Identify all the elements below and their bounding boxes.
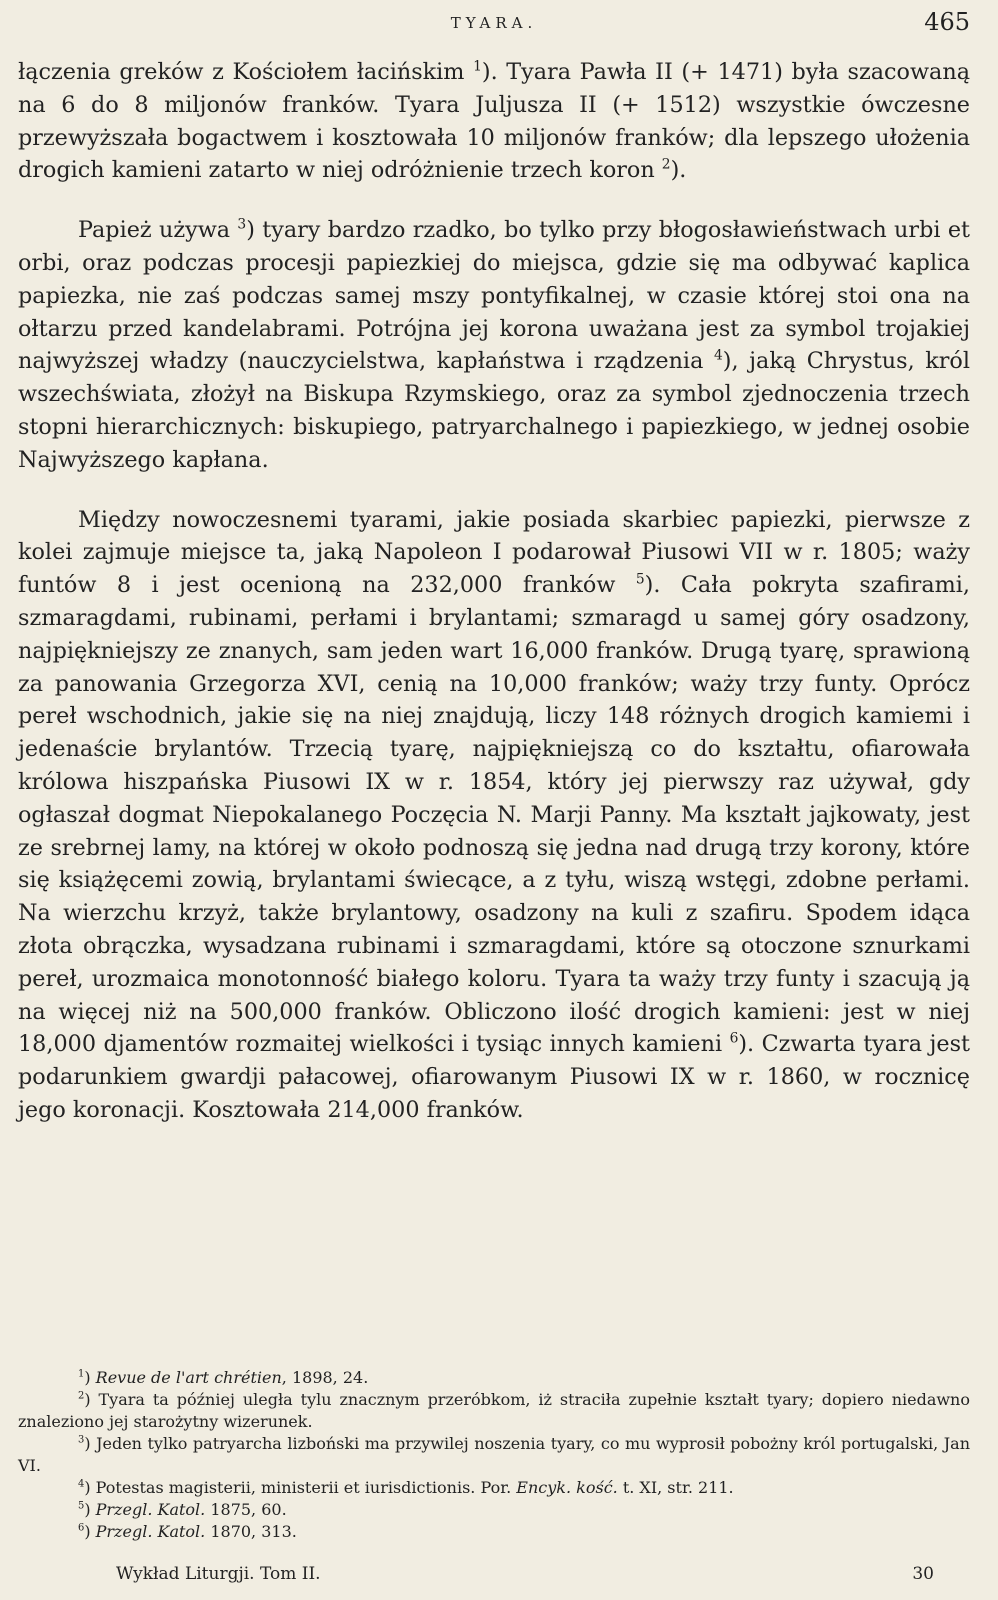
paragraph [18, 214, 970, 476]
italic-citation: Przegl. Katol. [95, 1522, 206, 1541]
footnote-ref: 2 [661, 156, 671, 173]
running-title: TYARA. [450, 14, 538, 32]
italic-citation: Przegl. Katol. [95, 1500, 206, 1519]
footnote [18, 1477, 970, 1499]
footnote-ref: 2 [78, 1390, 85, 1402]
paragraph [18, 56, 970, 187]
footnote-ref: 4 [713, 347, 723, 364]
footnote-ref: 5 [635, 571, 645, 588]
text-run: 1870, 313. [205, 1522, 297, 1541]
text-run: , 1898, 24. [281, 1368, 369, 1387]
footnote-ref: 5 [78, 1500, 85, 1512]
footnote [18, 1521, 970, 1543]
text-run: ) Jeden tylko patryarcha lizboński ma przywilej noszenia tyary, co mu wyprosił pobożny król portugalski, Jan VI. [18, 1434, 970, 1475]
footnote-ref: 6 [78, 1522, 85, 1534]
text-run: ). Czwarta tyara jest podarunkiem gwardji pałacowej, ofiarowanym Piusowi IX w r. 1860, w rocznicę jego koronacji. Kosztowała 214,000 franków. [18, 1031, 970, 1123]
page-header [18, 6, 970, 36]
page-footer [18, 1560, 970, 1590]
footnote [18, 1433, 970, 1477]
italic-citation: Revue de l'art chrétien [95, 1368, 282, 1387]
body-text [18, 56, 970, 1127]
text-run: ) tyary bardzo rzadko, bo tylko przy błogosławieństwach urbi et orbi, oraz podczas procesji papiezkiej do miejsca, gdzie się ma odbywać kaplica papiezka, nie zaś podczas samej mszy pontyfikalnej, w czasie której stoi ona na ołtarzu przed kandelabrami. Potrójna jej korona uważana jest za symbol trojakiej najwyższej władzy (nauczycielstwa, kapłaństwa i rządzenia [18, 217, 970, 375]
paragraph [18, 504, 970, 1127]
text-run: ). [670, 157, 687, 184]
text-run: ) Tyara ta później uległa tylu znacznym przeróbkom, iż straciła zupełnie kształt tyary; dopiero niedawno znaleziono jej starożytny wizerunek. [18, 1390, 970, 1431]
text-run: ), jaką Chrystus, król wszechświata, złożył na Biskupa Rzymskiego, oraz za symbol zjednoczenia trzech stopni hierarchicznych: biskupiego, patryarchalnego i papiezkiego, w jednej osobie Najwyższego kapłana. [18, 348, 970, 473]
footnote-ref: 3 [78, 1434, 85, 1446]
text-run: t. XI, str. 211. [617, 1478, 734, 1497]
footnote-ref: 3 [237, 216, 247, 233]
footnote [18, 1499, 970, 1521]
footnote-ref: 1 [473, 58, 482, 75]
footnote [18, 1389, 970, 1433]
text-run: ) [84, 1522, 96, 1541]
footer-title: Wykład Liturgji. Tom II. [116, 1564, 321, 1584]
text-run: Papież używa [78, 217, 238, 244]
footnote-ref: 1 [78, 1368, 85, 1380]
text-run: ). Cała pokryta szafirami, szmaragdami, rubinami, perłami i brylantami; szmaragd u samej góry osadzony, najpiękniejszy ze znanych, sam jeden wart 16,000 franków. Drugą tyarę, sprawioną za panowania Grzegorza XVI, cenią na 10,000 franków; waży trzy funty. Oprócz pereł wschodnich, jakie się na niej znajdują, liczy 148 różnych drogich kamiemi i jedenaście brylantów. Trzecią tyarę, najpiękniejszą co do kształtu, ofiarowała królowa hiszpańska Piusowi IX w r. 1854, który jej pierwszy raz używał, gdy ogłaszał dogmat Niepokalanego Poczęcia N. Marji Panny. Ma kształt jajkowaty, jest ze srebrnej lamy, na której w około podnoszą się jedna nad drugą trzy korony, które się książęcemi zowią, brylantami świecące, a z tyłu, wiszą wstęgi, zdobne perłami. Na wierzchu krzyż, także brylantowy, osadzony na kuli z szafiru. Spodem idąca złota obrączka, wysadzana rubinami i szmaragdami, które są otoczone sznurkami pereł, urozmaica monotonność białego koloru. Tyara ta waży trzy funty i szacują ją na więcej niż na 500,000 franków. Obliczono ilość drogich kamieni: jest w niej 18,000 djamentów rozmaitej wielkości i tysiąc innych kamieni [18, 572, 971, 1058]
text-run: 1875, 60. [205, 1500, 287, 1519]
footnote-ref: 6 [729, 1030, 739, 1047]
italic-citation: Encyk. kość. [516, 1478, 618, 1497]
footnote-ref: 4 [78, 1478, 85, 1490]
text-run: ) [84, 1500, 96, 1519]
text-run: Między nowoczesnemi tyarami, jakie posiada skarbiec papiezki, pierwsze z kolei zajmuje miejsce ta, jaką Napoleon I podarował Piusowi VII w r. 1805; waży funtów 8 i jest ocenioną na 232,000 franków [18, 506, 970, 599]
text-run: ) Potestas magisterii, ministerii et iurisdictionis. Por. [84, 1478, 517, 1497]
text-run: ). Tyara Pawła II (+ 1471) była szacowaną na 6 do 8 miljonów franków. Tyara Juljusza II (+ 1512) wszystkie ówczesne przewyższała bogactwem i kosztowała 10 miljonów franków; dla lepszego ułożenia drogich kamieni zatarto w niej odróżnienie trzech koron [18, 59, 970, 184]
page-number: 465 [924, 8, 970, 36]
text-run: ) [84, 1368, 96, 1387]
footnotes [18, 1367, 970, 1543]
text-run: łączenia greków z Kościołem łacińskim [18, 59, 474, 85]
signature-mark: 30 [912, 1564, 934, 1584]
footnote [18, 1367, 970, 1389]
